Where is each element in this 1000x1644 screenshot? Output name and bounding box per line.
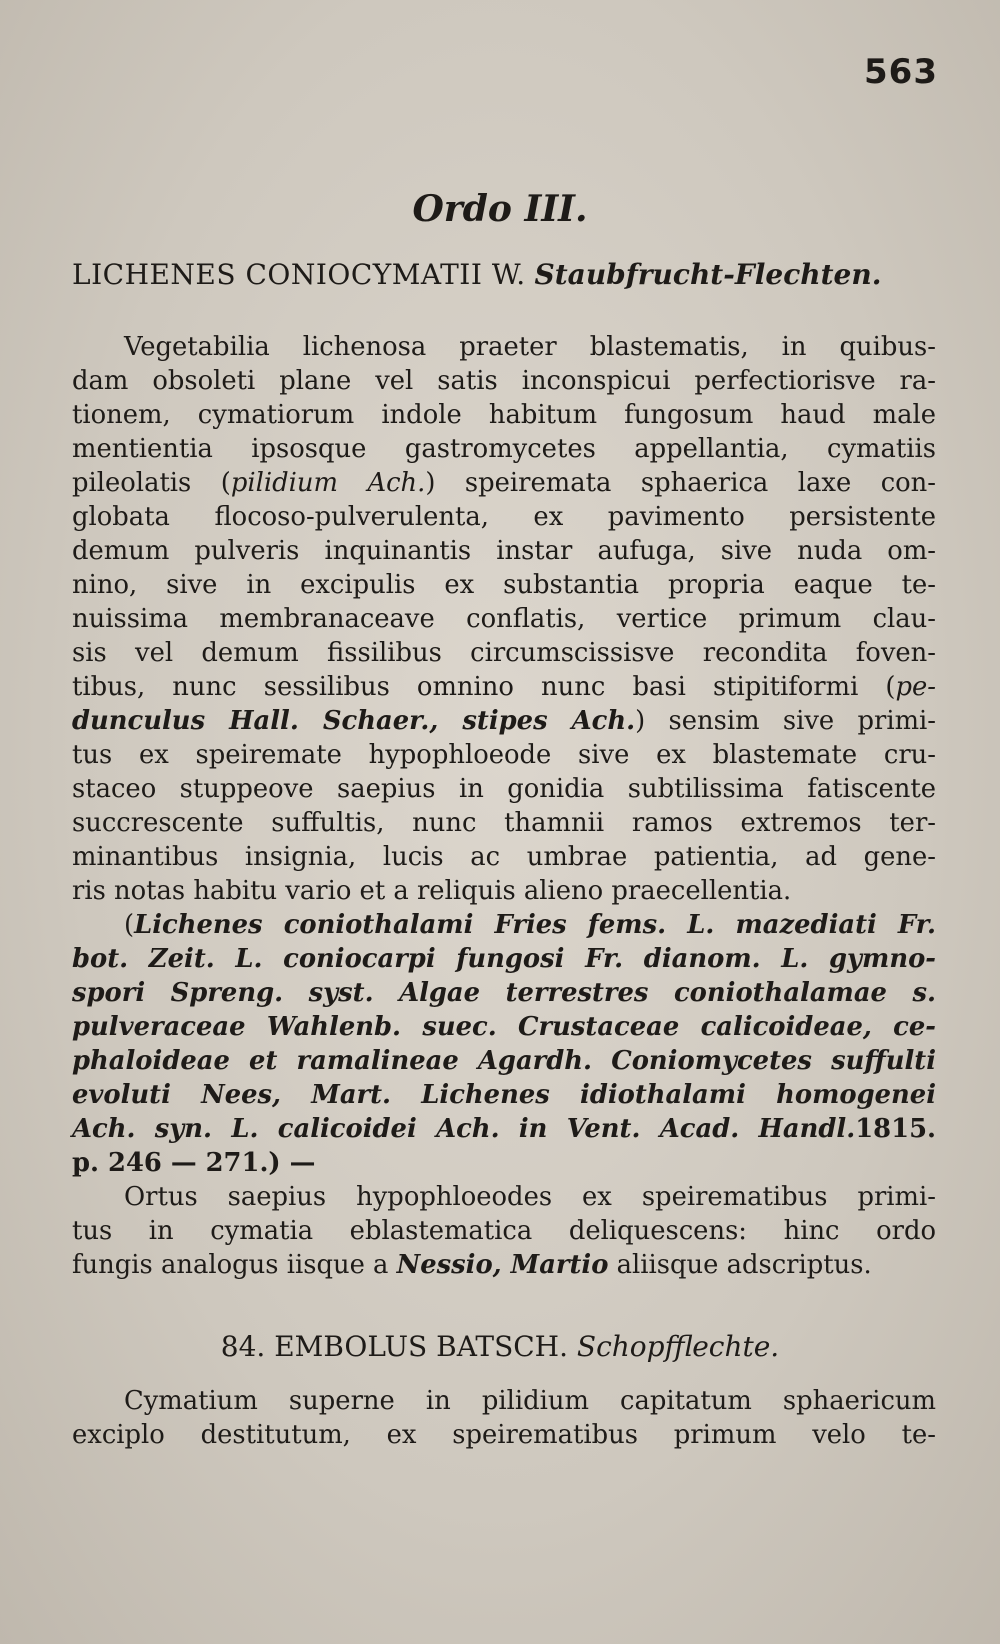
text-run: phaloideae et ramalineae Agardh. Coniomycetes suffulti [72, 1046, 936, 1076]
text-run: mentientia ipsosque gastromycetes appellantia, cymatiis [72, 434, 936, 464]
text-run: Nessio, Martio [396, 1250, 609, 1280]
text-line [72, 636, 936, 670]
text-run: Ach. syn. L. calicoidei Ach. in Vent. Acad. Handl. [72, 1114, 856, 1144]
text-line [72, 670, 936, 704]
text-run: dunculus Hall. Schaer., stipes Ach. [72, 706, 636, 736]
text-line [72, 1418, 936, 1452]
text-line [72, 942, 936, 976]
text-line [72, 1384, 936, 1418]
text-line [72, 1214, 936, 1248]
text-run: globata flocoso-pulverulenta, ex pavimento persistente [72, 502, 936, 532]
text-line [72, 602, 936, 636]
text-run: Ortus saepius hypophloeodes ex speirematibus primi- [124, 1182, 936, 1212]
text-run: exciplo destitutum, ex speirematibus primum velo te- [72, 1420, 936, 1450]
text-line [72, 1180, 936, 1214]
text-run: 1815. [855, 1114, 936, 1144]
text-run: fungis analogus iisque a [72, 1250, 397, 1280]
text-run: Vegetabilia lichenosa praeter blastematis, in quibus- [124, 332, 936, 362]
text-line [72, 1112, 936, 1146]
text-run: staceo stuppeove saepius in gonidia subtilissima fatiscente [72, 774, 936, 804]
text-line [72, 874, 936, 908]
text-run: evoluti Nees, Mart. Lichenes idiothalami homogenei [72, 1080, 936, 1110]
text-line [72, 432, 936, 466]
text-line [72, 704, 936, 738]
text-run: pe- [895, 672, 936, 702]
text-run: dam obsoleti plane vel satis inconspicui perfectiorisve ra- [72, 366, 936, 396]
text-run: tionem, cymatiorum indole habitum fungosum haud male [72, 400, 936, 430]
genus-number: 84. [220, 1330, 266, 1363]
text-line [72, 1146, 936, 1180]
text-line [72, 500, 936, 534]
text-line [72, 976, 936, 1010]
text-run: tus ex speiremate hypophloeode sive ex blastemate cru- [72, 740, 936, 770]
order-heading [72, 258, 936, 291]
text-line [72, 466, 936, 500]
text-line [72, 534, 936, 568]
text-line [72, 1078, 936, 1112]
text-run: demum pulveris inquinantis instar aufuga, sive nuda om- [72, 536, 936, 566]
genus-latin: EMBOLUS BATSCH. [274, 1330, 568, 1363]
text-run: pileolatis ( [72, 468, 231, 498]
text-run: nuissima membranaceave conflatis, vertice primum clau- [72, 604, 936, 634]
text-run: spori Spreng. syst. Algae terrestres coniothalamae s. [72, 978, 936, 1008]
genus-heading [0, 1330, 1000, 1363]
text-line [72, 840, 936, 874]
text-run: tus in cymatia eblastematica deliquescens: hinc ordo [72, 1216, 936, 1246]
paragraph-description [72, 330, 936, 908]
text-line [72, 1248, 936, 1282]
paragraph-genus-description [72, 1384, 936, 1452]
paragraph-origin [72, 1180, 936, 1282]
text-line [72, 806, 936, 840]
text-run: ) sensim sive primi- [635, 706, 937, 736]
text-run: succrescente suffultis, nunc thamnii ramos extremos ter- [72, 808, 936, 838]
text-run: nino, sive in excipulis ex substantia propria eaque te- [72, 570, 936, 600]
text-line [72, 1044, 936, 1078]
order-heading-latin: LICHENES CONIOCYMATII W. [72, 258, 526, 291]
text-line [72, 908, 936, 942]
text-line [72, 364, 936, 398]
text-run: pilidium Ach. [230, 468, 426, 498]
paragraph-synonyms [72, 908, 936, 1180]
text-line [72, 772, 936, 806]
text-run: p. 246 — 271.) — [72, 1148, 316, 1178]
text-run: minantibus insignia, lucis ac umbrae patientia, ad gene- [72, 842, 936, 872]
ordo-title: Ordo III. [412, 188, 588, 230]
text-run: tibus, nunc sessilibus omnino nunc basi stipitiformi ( [72, 672, 896, 702]
text-line [72, 1010, 936, 1044]
text-run: aliisque adscriptus. [608, 1250, 872, 1280]
text-run: bot. Zeit. L. coniocarpi fungosi Fr. dianom. L. gymno- [72, 944, 936, 974]
text-run: sis vel demum fissilibus circumscissisve recondita foven- [72, 638, 936, 668]
text-line [72, 738, 936, 772]
text-run: pulveraceae Wahlenb. suec. Crustaceae calicoideae, ce- [72, 1012, 936, 1042]
text-run: Cymatium superne in pilidium capitatum sphaericum [124, 1386, 936, 1416]
genus-german: Schopfflechte. [576, 1330, 780, 1363]
text-run: ris notas habitu vario et a reliquis alieno praecellentia. [72, 876, 792, 906]
text-run: Lichenes coniothalami Fries fems. L. mazediati Fr. [134, 910, 936, 940]
text-run: ( [124, 910, 135, 940]
text-run: ) speiremata sphaerica laxe con- [425, 468, 937, 498]
order-heading-german: Staubfrucht-Flechten. [534, 258, 882, 291]
page-number: 563 [864, 52, 938, 92]
text-line [72, 568, 936, 602]
text-line [72, 398, 936, 432]
text-line [72, 330, 936, 364]
